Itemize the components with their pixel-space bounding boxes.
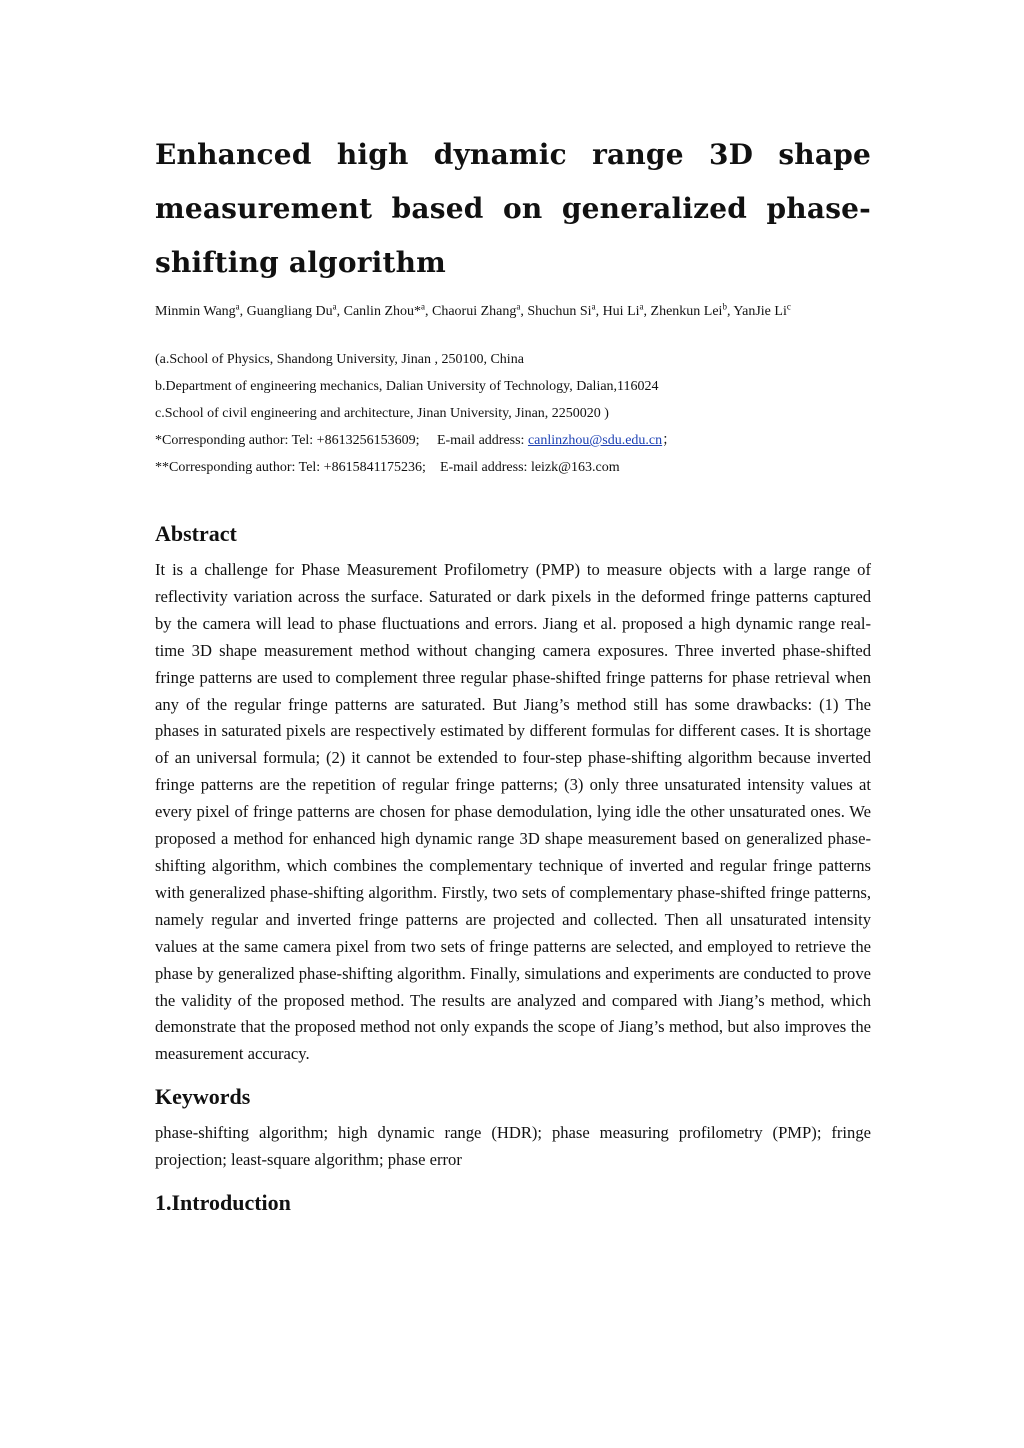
affiliation-a: (a.School of Physics, Shandong University, Jinan , 250100, China	[155, 352, 524, 367]
email-2: leizk@163.com	[530, 460, 620, 475]
affiliations	[155, 346, 871, 481]
author-list: Minmin Wang$^a$, Guangliang Du$^a$, Canlin Zhou*$^a$, Chaorui Zhang$^a$, Shuchun Si$^a$, Hui Li$^a$, Zhenkun Lei$^b$, YanJie Li$^c$	[155, 301, 791, 319]
author-affiliation-mark: a	[591, 301, 596, 312]
author-affiliation-mark: b	[722, 301, 727, 312]
paper-page	[155, 128, 871, 1218]
introduction-heading: 1.Introduction	[155, 1190, 291, 1216]
author-name: Canlin Zhou*	[343, 304, 421, 319]
author-affiliation-mark: a	[421, 301, 425, 312]
author-name: Guangliang Du	[246, 304, 333, 319]
abstract-heading: Abstract	[155, 521, 237, 546]
author-name: Chaorui Zhang	[432, 304, 517, 319]
keywords-heading: Keywords	[155, 1084, 251, 1110]
affiliation-b: b.Department of engineering mechanics, Dalian University of Technology, Dalian,116024	[155, 379, 659, 394]
author-affiliation-mark: a	[639, 301, 644, 312]
author-name: YanJie Li	[733, 304, 787, 319]
author-name: Minmin Wang	[155, 304, 236, 319]
author-name: Shuchun Si	[527, 304, 592, 319]
author-affiliation-mark: a	[516, 301, 521, 312]
author-name: Zhenkun Lei	[650, 304, 723, 319]
author-name: Hui Li	[602, 304, 640, 319]
affiliation-c: c.School of civil engineering and architecture, Jinan University, Jinan, 2250020 )	[155, 406, 609, 421]
author-affiliation-mark: a	[332, 301, 337, 312]
abstract-text: It is a challenge for Phase Measurement Profilometry (PMP) to measure objects with a large range of reflectivity variation across the surface. Saturated or dark pixels in the deformed fringe patterns captured by the camera will lead to phase fluctuations and errors. Jiang et al. proposed a high dynamic range real-time 3D shape measurement method without changing camera exposures. Three inverted phase-shifted fringe patterns are used to complement three regular phase-shifted fringe patterns for phase retrieval when any of the regular fringe patterns are saturated. But Jiang’s method still has some drawbacks: (1) The phases in saturated pixels are respectively estimated by different formulas for different cases. It is shortage of an universal formula; (2) it cannot be extended to four-step phase-shifting algorithm because inverted fringe patterns are the repetition of regular fringe patterns; (3) only three unsaturated intensity values at every pixel of fringe patterns are chosen for phase demodulation, lying idle the other unsaturated ones. We proposed a method for enhanced high dynamic range 3D shape measurement based on generalized phase-shifting algorithm, which combines the complementary technique of inverted and regular fringe patterns with generalized phase-shifting algorithm. Firstly, two sets of complementary phase-shifted fringe patterns, namely regular and inverted fringe patterns are projected and collected. Then all unsaturated intensity values at the same camera pixel from two sets of fringe patterns are selected, and employed to retrieve the phase by generalized phase-shifting algorithm. Finally, simulations and experiments are conducted to prove the validity of the proposed method. The results are analyzed and compared with Jiang’s method, which demonstrate that the proposed method not only expands the scope of Jiang’s method, but also improves the measurement accuracy.	[155, 560, 871, 1064]
author-affiliation-mark: a	[235, 301, 240, 312]
corresponding-author-2: **Corresponding author: Tel: +8615841175236; E-mail address: leizk@163.com	[155, 460, 620, 475]
corresponding-author-1: *Corresponding author: Tel: +8613256153609; E-mail address: canlinzhou@sdu.edu.cn；	[155, 433, 677, 448]
author-affiliation-mark: c	[786, 301, 791, 312]
email-link-1[interactable]: canlinzhou@sdu.edu.cn	[527, 433, 663, 448]
keywords-text: phase-shifting algorithm; high dynamic range (HDR); phase measuring profilometry (PMP); fringe projection; least-square algorithm; phase error	[155, 1123, 871, 1170]
paper-title: Enhanced high dynamic range 3D shape measurement based on generalized phase-shifting algorithm	[155, 138, 871, 279]
